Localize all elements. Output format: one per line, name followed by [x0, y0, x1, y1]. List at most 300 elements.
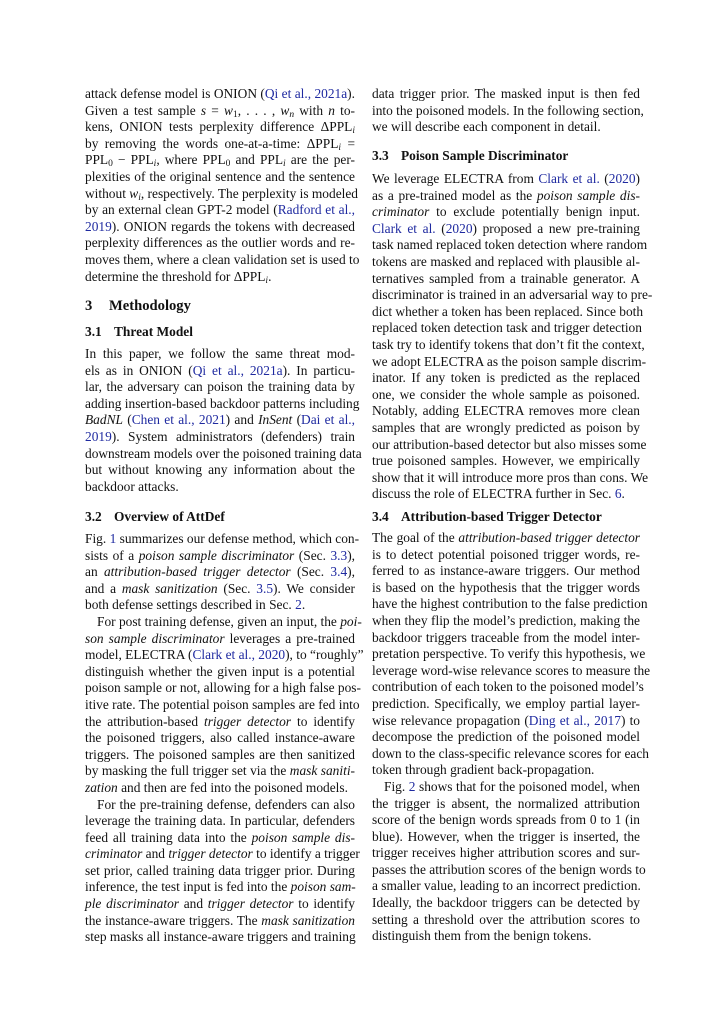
- text-span: by masking the full trigger set via the: [85, 763, 290, 779]
- text-span: distinguish whether the given input is a potential: [85, 663, 355, 679]
- text-line: [85, 346, 355, 363]
- text-line: [372, 679, 644, 696]
- text-span: moves them, where a clean validation set is used to: [85, 251, 360, 267]
- text-span: replaced token detection task and trigger detection: [372, 320, 642, 336]
- text-span: determine the threshold for ΔPPL: [85, 268, 266, 284]
- paragraph-continuation: [372, 86, 644, 136]
- text-line: [372, 370, 640, 387]
- text-span: i: [265, 275, 269, 286]
- subsection-heading-overview: [85, 509, 355, 525]
- text-line: [85, 548, 355, 565]
- subsection-number: 3.3: [372, 148, 389, 163]
- text-span: when they flip the model’s prediction, making the: [372, 612, 640, 628]
- text-span: score of the benign words spreads from 0 to 1 (in: [372, 812, 640, 828]
- text-line: [372, 530, 640, 547]
- text-line: [85, 531, 360, 548]
- text-line: [372, 696, 640, 713]
- text-span: Notably, adding ELECTRA removes more clean: [372, 403, 640, 419]
- text-line: [85, 395, 360, 413]
- text-span: leverages a pre-trained: [224, 630, 355, 646]
- paragraph-post-training-defense: [85, 613, 364, 797]
- reference-link[interactable]: 2019: [85, 428, 112, 444]
- text-span: For post training defense, given an input, the: [97, 613, 341, 629]
- text-line: [372, 237, 648, 254]
- subsection-heading-poison-discriminator: [372, 148, 640, 164]
- text-span: (Sec.: [294, 547, 331, 563]
- text-span: by removing the words one-at-a-time: ΔPPL: [85, 135, 339, 151]
- text-span: ): [635, 171, 640, 186]
- text-span: triggers. The poisoned samples are then sanitized: [85, 746, 355, 762]
- text-span: show that it will introduce more pros than cons. We: [372, 469, 649, 485]
- text-span: we adopt ELECTRA as the poison sample discrim-: [372, 353, 647, 369]
- text-span: trigger detector: [168, 846, 253, 862]
- text-line: [85, 219, 355, 236]
- text-span: feed all training data into the: [85, 829, 252, 845]
- text-span: both defense settings described in Sec.: [85, 597, 296, 613]
- text-span: criminator: [85, 846, 143, 862]
- text-line: [85, 631, 355, 648]
- text-line: [372, 662, 651, 680]
- text-span: (: [122, 412, 132, 428]
- text-span: lar, the adversary can poison the training data by: [85, 379, 355, 395]
- text-span: task named replaced token detection where random: [372, 237, 648, 253]
- text-span: , respectively. The perplexity is modeled: [140, 185, 359, 201]
- text-line: [85, 846, 360, 863]
- text-line: [372, 812, 640, 829]
- text-line: [372, 646, 646, 663]
- text-span: ) to: [620, 712, 640, 728]
- subsection-number: 3.4: [372, 509, 389, 524]
- section-title: Methodology: [109, 298, 191, 314]
- reference-link[interactable]: 2019: [85, 218, 112, 234]
- text-span: w: [129, 185, 139, 201]
- paragraph-threat-model: [85, 346, 362, 495]
- text-line: [85, 251, 360, 269]
- text-span: into the poisoned models. In the following section,: [372, 102, 644, 118]
- text-span: downstream models over the poisoned training data: [85, 445, 362, 461]
- text-line: [372, 303, 644, 321]
- text-span: poison sample dis-: [536, 187, 641, 203]
- text-span: prediction. Specifically, we employ partial layer-: [372, 695, 640, 711]
- text-span: leverage the training data. In particular, defenders: [85, 813, 355, 829]
- text-span: as a pre-trained model as the: [372, 187, 537, 203]
- text-span: with: [294, 102, 329, 118]
- text-span: kens, ONION tests perplexity difference ΔPPL: [85, 119, 353, 135]
- text-line: [85, 830, 355, 847]
- text-span: Ideally, the backdoor triggers can be detected by: [372, 895, 640, 911]
- text-span: we will describe each component in detail.: [372, 119, 601, 135]
- text-span: the instance-aware triggers. The: [85, 912, 262, 928]
- text-span: discuss the role of ELECTRA further in Sec.: [372, 486, 615, 502]
- text-line: [85, 429, 355, 446]
- text-span: mask sanitization: [261, 912, 355, 928]
- text-line: [85, 929, 355, 946]
- text-line: [85, 896, 355, 913]
- text-span: n: [289, 109, 295, 120]
- text-line: [372, 547, 640, 564]
- text-line: [85, 136, 355, 153]
- text-line: [372, 221, 640, 238]
- text-span: attribution-based trigger detector: [458, 530, 640, 545]
- text-span: leverage word-wise relevance scores to measure the: [372, 662, 651, 678]
- text-line: [372, 469, 649, 487]
- text-span: (: [292, 412, 302, 428]
- text-span: to identify a trigger: [252, 846, 360, 862]
- text-span: ). ONION regards the tokens with decreased: [111, 218, 355, 234]
- text-line: [85, 363, 355, 380]
- text-span: plexities of the original sentence and the sentence: [85, 168, 355, 184]
- text-line: [85, 664, 355, 681]
- text-line: [372, 630, 640, 647]
- text-line: [85, 879, 355, 896]
- section-heading-methodology: [85, 297, 355, 315]
- text-span: ) and: [225, 412, 259, 428]
- section-number: 3: [85, 298, 93, 314]
- text-span: decompose the prediction of the poisoned model: [372, 729, 640, 745]
- text-line: [85, 913, 355, 930]
- text-span: an: [85, 564, 104, 580]
- text-span: mask sanitization: [121, 580, 218, 596]
- subsection-title: Threat Model: [114, 324, 193, 339]
- reference-link[interactable]: Qi et al., 2021a: [264, 86, 348, 101]
- text-line: [85, 379, 355, 396]
- text-span: poison sample or not, allowing for a high false pos-: [85, 680, 361, 696]
- reference-link[interactable]: Ding et al., 2017: [528, 712, 621, 728]
- text-line: [85, 86, 355, 103]
- text-span: InSent: [258, 412, 293, 428]
- text-line: [85, 462, 355, 479]
- paragraph-onion-description: [85, 86, 360, 286]
- text-span: to identify: [293, 896, 355, 912]
- text-span: itive rate. The potential poison samples are fed into: [85, 696, 360, 712]
- text-line: [372, 204, 640, 221]
- subsection-heading-threat-model: [85, 324, 355, 340]
- text-line: [372, 613, 640, 630]
- text-line: [372, 336, 645, 354]
- text-span: and: [142, 846, 169, 862]
- text-line: [372, 320, 640, 337]
- reference-link[interactable]: 2: [295, 597, 302, 613]
- text-span: (: [599, 171, 609, 186]
- text-span: =: [341, 135, 355, 151]
- text-span: backdoor triggers traceable from the model inter-: [372, 629, 640, 645]
- text-span: .: [268, 268, 272, 284]
- text-span: inator. If any token is predicted as the replaced: [372, 370, 640, 386]
- paragraph-poison-discriminator: [372, 171, 653, 503]
- text-line: [85, 169, 355, 186]
- text-span: sists of a: [85, 547, 139, 563]
- text-span: have the highest contribution to the false prediction: [372, 596, 648, 612]
- text-span: For the pre-training defense, defenders can also: [97, 796, 355, 812]
- text-span: In this paper, we follow the same threat mod-: [85, 346, 355, 361]
- text-span: down to the class-specific relevance scores for each: [372, 745, 649, 761]
- subsection-title: Overview of AttDef: [114, 509, 225, 524]
- text-span: is to detect potential poisoned trigger words, re-: [372, 546, 640, 562]
- text-line: [372, 745, 649, 763]
- text-span: (: [435, 220, 446, 236]
- text-span: to exclude potentially benign input.: [429, 204, 640, 220]
- text-span: n: [328, 102, 335, 118]
- text-span: ferred to as instance-aware triggers. Our method: [372, 563, 640, 579]
- reference-link[interactable]: 3.3: [330, 547, 348, 563]
- text-line: [372, 713, 640, 730]
- paragraph-overview-summary: [85, 531, 360, 614]
- text-span: trigger detector: [204, 713, 292, 729]
- text-span: i: [338, 142, 342, 153]
- text-span: our attribution-based detector but also misses some: [372, 436, 647, 452]
- text-line: [85, 813, 355, 830]
- text-span: poison sam-: [290, 879, 356, 895]
- text-span: ), to “roughly”: [285, 647, 364, 663]
- reference-link[interactable]: 2020: [608, 171, 636, 186]
- text-span: ) proposed a new pre-training: [472, 220, 640, 236]
- text-line: [85, 714, 355, 731]
- text-line: [372, 729, 640, 746]
- text-line: [85, 747, 355, 764]
- text-span: poison sample dis-: [251, 829, 356, 845]
- text-line: [372, 420, 640, 437]
- text-line: [85, 613, 362, 631]
- reference-link[interactable]: Qi et al., 2021a: [192, 362, 283, 378]
- text-span: els as in ONION (: [85, 362, 193, 378]
- text-span: a smaller value, leading to an incorrect prediction.: [372, 878, 641, 894]
- text-span: shows that for the poisoned model, when: [415, 778, 640, 794]
- subsection-number: 3.1: [85, 324, 102, 339]
- text-span: son sample discriminator: [85, 630, 225, 646]
- text-span: and a: [85, 580, 122, 596]
- text-span: tokens are masked and replaced with plausible al-: [372, 253, 640, 269]
- text-span: to-: [334, 102, 355, 118]
- text-line: [85, 797, 355, 814]
- reference-link[interactable]: Clark et al., 2020: [192, 647, 286, 663]
- text-span: (Sec.: [217, 580, 257, 596]
- text-span: criminator: [372, 204, 430, 220]
- text-span: step masks all instance-aware triggers and training: [85, 929, 356, 945]
- text-span: and: [178, 896, 208, 912]
- text-span: pretation perspective. To verify this hypothesis, we: [372, 646, 646, 662]
- text-span: inference, the test input is fed into the: [85, 879, 291, 895]
- text-line: [85, 730, 355, 747]
- text-line: [372, 171, 640, 188]
- text-span: and PPL: [230, 152, 284, 168]
- text-span: Given a test sample: [85, 102, 201, 118]
- text-line: [85, 479, 355, 496]
- text-span: set prior, called training data trigger prior. During: [85, 862, 355, 878]
- reference-link[interactable]: 2: [408, 778, 416, 794]
- text-line: [372, 486, 640, 503]
- text-line: [372, 271, 640, 288]
- text-line: [85, 445, 362, 463]
- text-span: setting a threshold over the attribution scores to: [372, 911, 640, 927]
- overview-text: [85, 531, 364, 946]
- text-span: are the per-: [285, 152, 355, 168]
- text-line: [372, 762, 640, 779]
- text-line: [372, 796, 640, 813]
- text-line: [372, 86, 640, 103]
- paragraph-trigger-detector-goal: [372, 530, 651, 779]
- text-span: distinguish them from the benign tokens.: [372, 928, 592, 944]
- text-span: trigger receives higher attribution scores and sur-: [372, 845, 640, 861]
- text-line: [372, 845, 640, 862]
- reference-link[interactable]: 6: [614, 486, 622, 502]
- text-line: [372, 453, 640, 470]
- text-span: and then are fed into the poisoned models.: [117, 779, 348, 795]
- reference-link[interactable]: 3.4: [330, 564, 348, 580]
- text-span: ).: [347, 86, 355, 101]
- subsection-title: Poison Sample Discriminator: [401, 148, 569, 163]
- trigger-detector-text: [372, 530, 651, 945]
- text-span: .: [621, 486, 625, 502]
- text-span: model, ELECTRA (: [85, 647, 193, 663]
- text-line: [85, 152, 355, 169]
- text-span: discriminator is trained in an adversarial way to pre-: [372, 287, 653, 303]
- text-line: [85, 269, 355, 286]
- text-span: ple discriminator: [85, 896, 179, 912]
- text-span: the trigger is absent, the normalized attribution: [372, 795, 640, 811]
- text-span: poi-: [340, 613, 362, 629]
- text-line: [372, 387, 640, 404]
- text-span: ternatives sampled from a trainable generator. A: [372, 270, 640, 286]
- text-line: [372, 188, 640, 205]
- text-span: zation: [85, 779, 118, 795]
- text-line: [372, 779, 640, 796]
- text-line: [85, 780, 355, 797]
- text-span: the poisoned triggers, also called instance-aware: [85, 730, 355, 746]
- text-span: samples that are wrongly predicted as poison by: [372, 419, 640, 435]
- reference-link[interactable]: 3.5: [256, 580, 274, 596]
- text-span: Fig.: [85, 531, 110, 546]
- text-line: [85, 564, 355, 581]
- text-span: is based on the hypothesis that the trigger words: [372, 579, 640, 595]
- text-span: i: [283, 159, 286, 170]
- text-span: blue). However, when the trigger is inserted, the: [372, 828, 640, 844]
- text-span: adding insertion-based backdoor patterns including: [85, 395, 360, 411]
- reference-link[interactable]: Dai et al.,: [301, 412, 355, 428]
- text-line: [372, 928, 640, 945]
- text-span: 0: [108, 159, 113, 170]
- text-line: [372, 912, 640, 929]
- text-line: [85, 581, 355, 598]
- text-span: by an external clean GPT-2 model (: [85, 202, 278, 218]
- text-span: token through gradient back-propagation.: [372, 762, 595, 778]
- text-span: summarizes our defense method, which con-: [116, 531, 360, 546]
- text-span: to identify: [291, 713, 355, 729]
- reference-link[interactable]: 1: [109, 531, 117, 546]
- text-span: (Sec.: [290, 564, 331, 580]
- text-line: [85, 763, 355, 780]
- reference-link[interactable]: Clark et al.: [538, 171, 600, 186]
- subsection-number: 3.2: [85, 509, 102, 524]
- text-span: backdoor attacks.: [85, 478, 179, 494]
- text-span: attribution-based trigger detector: [103, 564, 291, 580]
- text-span: ). We consider: [273, 580, 355, 596]
- text-line: [372, 254, 640, 271]
- text-span: BadNL: [85, 412, 123, 428]
- subsection-heading-trigger-detector: [372, 509, 640, 525]
- text-line: [85, 647, 364, 664]
- text-span: − PPL: [112, 152, 154, 168]
- text-line: [372, 287, 653, 304]
- text-line: [372, 895, 640, 912]
- text-line: [85, 696, 360, 714]
- text-span: 0: [225, 159, 231, 170]
- text-span: ). System administrators (defenders) train: [111, 428, 355, 444]
- text-span: the attribution-based: [85, 713, 204, 729]
- reference-link[interactable]: Clark et al.: [372, 220, 436, 236]
- text-line: [85, 185, 359, 203]
- subsection-title: Attribution-based Trigger Detector: [401, 509, 602, 524]
- text-span: =: [206, 102, 225, 118]
- paragraph-figure-2-discussion: [372, 778, 646, 945]
- text-span: i: [138, 192, 141, 203]
- text-span: , . . . ,: [237, 102, 281, 118]
- text-span: but without knowing any information about the: [85, 462, 355, 478]
- text-line: [85, 202, 355, 219]
- text-span: passes the attribution scores of the benign words to: [372, 861, 646, 877]
- reference-link[interactable]: 2020: [445, 220, 473, 236]
- text-span: PPL: [85, 152, 109, 168]
- text-line: [85, 103, 355, 120]
- text-span: without: [85, 185, 130, 201]
- text-span: .: [301, 597, 306, 613]
- text-span: dict whether a token has been replaced. Since both: [372, 303, 644, 319]
- text-span: The goal of the: [372, 530, 459, 545]
- text-span: perplexity differences as the outlier words and re-: [85, 235, 355, 251]
- paragraph-pre-training-defense: [85, 796, 360, 946]
- text-line: [85, 235, 355, 252]
- text-span: i: [153, 159, 157, 170]
- text-line: [372, 878, 640, 895]
- text-span: wise relevance propagation (: [372, 712, 529, 728]
- text-span: task try to identify tokens that don’t fit the context,: [372, 336, 645, 352]
- text-span: true poisoned samples. However, we empirically: [372, 453, 640, 469]
- text-span: one, we consider the whole sample as poisoned.: [372, 386, 640, 402]
- text-line: [372, 829, 640, 846]
- text-span: 1: [232, 109, 238, 120]
- text-span: w: [280, 102, 290, 118]
- text-span: mask saniti-: [289, 763, 355, 779]
- reference-link[interactable]: Chen et al., 2021: [131, 412, 226, 428]
- text-line: [85, 597, 355, 614]
- text-span: s: [200, 102, 207, 118]
- text-line: [85, 863, 355, 880]
- text-line: [372, 861, 646, 879]
- text-line: [372, 353, 647, 371]
- text-span: data trigger prior. The masked input is then fed: [372, 86, 640, 101]
- text-line: [372, 580, 640, 597]
- text-span: trigger detector: [207, 896, 294, 912]
- text-line: [85, 119, 355, 136]
- text-line: [372, 563, 640, 580]
- text-span: contribution of each token to the poisoned model’s: [372, 679, 644, 695]
- text-span: ). In particu-: [282, 362, 355, 378]
- text-span: attack defense model is ONION (: [85, 86, 265, 101]
- reference-link[interactable]: Radford et al.,: [277, 202, 355, 218]
- text-line: [85, 412, 355, 429]
- text-line: [85, 680, 361, 697]
- text-line: [372, 436, 647, 454]
- text-span: ),: [347, 547, 355, 563]
- text-line: [372, 403, 640, 420]
- text-span: w: [224, 102, 233, 118]
- text-span: poison sample discriminator: [138, 547, 295, 563]
- text-span: , where PPL: [156, 152, 226, 168]
- text-span: i: [352, 126, 355, 137]
- text-span: We leverage ELECTRA from: [372, 171, 539, 186]
- text-span: Fig.: [384, 778, 409, 794]
- text-line: [372, 102, 644, 120]
- text-line: [372, 596, 648, 613]
